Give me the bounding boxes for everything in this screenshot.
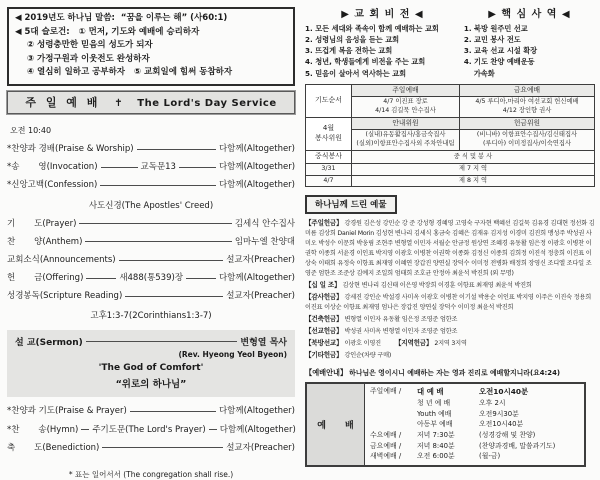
schedule-time: 오전10시40분 xyxy=(479,420,524,429)
service-item-label: *신앙고백(Confession) xyxy=(7,180,98,191)
service-item-leader: 다함께(Altogether) xyxy=(218,143,295,154)
worship-schedule-row-label: 예 배 xyxy=(307,384,365,465)
offering-label: 【북방선교】 xyxy=(305,338,343,347)
service-item-hymn xyxy=(7,425,295,435)
offerings-section-badge: 하나님께 드린 예물 xyxy=(305,195,397,214)
service-time: 오전 10:40 xyxy=(10,125,52,135)
table-row xyxy=(306,117,595,130)
offering-committee-cell xyxy=(460,130,595,151)
service-title-bar xyxy=(7,91,295,114)
service-item-leader: 다함께(Altogether) xyxy=(218,406,295,417)
usher-entry: (실내)유동활집사/홍금숙집사 xyxy=(365,131,446,139)
duty-roster-table xyxy=(305,84,595,188)
service-item-praise-prayer xyxy=(7,406,295,416)
leader-line xyxy=(186,278,216,279)
offering-names: 강경원 김은성 강민순 강 준 강성형 경혜영 고영숙 구자현 백혜선 김길묵 김유경 김대현 정선화 김미름 김상희 Daniel Morin 김성현 변나리 김세식 홍금숙 김혜은 김재유 김지성 이경미 김진희 맹성주 박성권 사미오 박성수 이문희 박웅림 조현주 변형열 이민자 서월순 안금정 원상연 조혜경 유동활 임은정 이광호 이병찬 이권학 이종희 서윤경 이인표 박지영 이광호 이병찬 이권학 이종화 김정신 이종희 김희정 이진석 정충희 이진표 이상숙 이태희 유정숙 이항표 최재영 이혜연 장갑진 양연실 장덕수 이미정 전병화 배정희 장영신 조디엘 조다일 조영준 엄한조 조준상 김예지 조일희 엄태희 조호균 안정아 최윤석 박진희 (외 무명) xyxy=(305,220,595,278)
service-item-leader: 김세식 안수집사 xyxy=(234,218,295,229)
service-item-label: *찬양과 기도(Praise & Prayer) xyxy=(7,406,127,417)
sermon-title-en: 'The God of Comfort' xyxy=(98,363,204,374)
service-item-offering xyxy=(7,273,295,283)
offering-tithe xyxy=(305,280,595,291)
offering-label: 【선교헌금】 xyxy=(305,326,343,335)
offering-mission xyxy=(305,326,595,337)
schedule-time: 오전10시40분 xyxy=(479,387,529,397)
prayer-entry: 4/14 김길묵 안수집사 xyxy=(375,107,436,115)
schedule-row xyxy=(370,386,581,397)
service-item-leader: 다함께(Altogether) xyxy=(218,162,296,173)
sermon-label: 설 교(Sermon) xyxy=(15,338,83,349)
lunch-duty-value: 중 식 및 봉 사 xyxy=(352,151,595,164)
service-item-label: 축 도(Benediction) xyxy=(7,442,100,453)
slogan-line-1: ◀ 5대 슬로건: ① 먼저, 기도와 예배에 승리하자 xyxy=(15,26,200,37)
offering-names: 변형열 이인자 유동활 임은정 조영준 엄한조 xyxy=(344,315,458,323)
schedule-row xyxy=(370,409,581,420)
ministry-item: 가속화 xyxy=(463,68,495,78)
prayer-entry: 4/7 이진표 장로 xyxy=(383,98,428,106)
service-item-label: *찬 송(Hymn) xyxy=(7,424,79,435)
lunch-date: 3/31 xyxy=(306,163,352,175)
offering-thanksgiving xyxy=(305,292,595,313)
leader-line xyxy=(85,241,231,242)
cross-icon: ✝ xyxy=(114,97,124,109)
usher-header: 안내위원 xyxy=(352,117,460,130)
leader-line xyxy=(100,185,216,186)
service-item-label: *찬양과 경배(Praise & Worship) xyxy=(7,143,134,154)
leader-line xyxy=(130,411,216,412)
service-item-detail: 새488(통539)장 xyxy=(119,273,184,284)
prayer-entry: 4/12 장인향 권사 xyxy=(502,107,552,115)
offering-committee-entry: (비니바) 이항표안수집사/김신태집사 xyxy=(476,131,578,139)
lunch-date: 4/7 xyxy=(306,175,352,187)
service-title-kr: 주 일 예 배 xyxy=(25,95,101,109)
slogan-line-4: ④ 열심히 일하고 공부하자 ⑤ 교회일에 힘써 동참하자 xyxy=(15,67,233,78)
service-item-leader: 다함께(Altogether) xyxy=(218,273,295,284)
offering-etc xyxy=(305,350,595,361)
lunch-region: 제 8 지 역 xyxy=(352,175,595,187)
ministry-item: 4. 기도 찬양 예배운동 xyxy=(463,57,535,67)
month-label: 4월 xyxy=(322,124,335,133)
sunday-service-header: 주일예배 xyxy=(352,84,460,97)
lunch-region: 제 7 지 역 xyxy=(352,163,595,175)
worship-guide-verse: 하나님은 영이시니 예배하는 자는 영과 진리로 예배할지니라(요4:24) xyxy=(349,369,561,378)
offering-names: 강세진 강인순 박설경 사미옥 이광호 이병찬 이기설 박용순 이인표 박지영 이주은 이진숙 정용희 이진표 이상순 이항표 최재영 엄나은 장갑진 양연실 장덕수 이미정 최윤석 박진희 xyxy=(305,293,591,311)
schedule-service: 새벽예배 / xyxy=(370,452,402,461)
usher-entry: (실외)이항표안수집사외 주차안내팀 xyxy=(356,140,455,148)
worship-guide-label: 【예배안내】 xyxy=(305,368,348,378)
leader-line xyxy=(79,223,231,224)
schedule-time: (성경강해 및 찬양) xyxy=(479,431,536,440)
schedule-time: (찬양과경배, 말씀과기도) xyxy=(479,441,556,450)
ministry-item: 3. 교육 선교 시설 확장 xyxy=(463,46,538,56)
service-item-label: 기 도(Prayer) xyxy=(7,218,77,229)
schedule-row xyxy=(370,430,581,441)
offering-names: 김상현 변나리 김신태 이은영 박장희 이경훈 이항표 최재영 최윤석 박진희 xyxy=(342,282,532,290)
sermon-title-kr: “위로의 하나님” xyxy=(115,379,187,391)
leader-line xyxy=(179,167,216,168)
offering-names: 강인순(차량 구매) xyxy=(344,351,392,359)
service-item-detail: 주기도문(The Lord's Prayer) xyxy=(92,424,206,435)
service-item-praise-worship xyxy=(7,144,295,154)
schedule-service xyxy=(370,409,417,420)
church-vision-title: ▶ 교 회 비 전 ◀ xyxy=(341,9,424,20)
service-item-invocation xyxy=(7,162,295,172)
offerings-list xyxy=(305,218,595,360)
leader-line xyxy=(119,260,224,261)
schedule-name: Youth 예배 xyxy=(417,409,452,418)
worship-guide-note xyxy=(305,367,595,378)
sunday-prayer-cell xyxy=(352,97,460,118)
leader-line xyxy=(101,167,138,168)
service-item-leader: 다함께(Altogether) xyxy=(219,424,296,435)
schedule-row xyxy=(370,451,581,462)
bulletin-right-page xyxy=(305,0,595,467)
service-item-label: 찬 양(Anthem) xyxy=(7,236,83,247)
volunteers-label: 봉사위원 xyxy=(314,133,343,142)
offering-north-region xyxy=(305,338,595,349)
service-item-detail: 교독문13 xyxy=(140,162,176,173)
april-volunteers-label xyxy=(306,117,352,150)
schedule-name: 대 예 배 xyxy=(417,387,444,397)
offering-label: 【십 일 조】 xyxy=(305,281,341,290)
schedule-service: 금요예배 / xyxy=(370,441,402,450)
offering-committee-header: 헌금위원 xyxy=(460,117,595,130)
church-vision-section xyxy=(305,5,460,79)
offering-label: 【건축헌금】 xyxy=(305,314,343,323)
offering-sunday xyxy=(305,218,595,279)
friday-service-header: 금요예배 xyxy=(460,84,595,97)
service-item-label: 헌 금(Offering) xyxy=(7,273,84,284)
vision-item: 2. 성령님의 음성을 듣는 교회 xyxy=(305,35,400,45)
year-theme-banner xyxy=(7,7,295,86)
schedule-name: 저녁 7:30분 xyxy=(417,431,455,440)
service-item-leader: 다함께(Altogether) xyxy=(218,180,295,191)
ministry-item: 1. 북방 원주민 선교 xyxy=(463,24,528,33)
leader-line xyxy=(86,341,238,342)
service-item-anthem xyxy=(7,237,295,247)
schedule-service: 주일예배 / xyxy=(370,387,402,396)
theme-line: ◀ 2019년도 하나님 말씀: “꿈을 이루는 해” (사60:1) xyxy=(15,13,228,23)
usher-cell xyxy=(352,130,460,151)
schedule-time: 오전9시30분 xyxy=(479,409,519,418)
scripture-reference: 고후1:3-7(2Corinthians1:3-7) xyxy=(90,311,212,322)
offering-names: 2지역 3지역 xyxy=(434,339,467,347)
offering-names: 박성권 사미옥 변형열 이인자 조영준 엄한조 xyxy=(344,327,458,335)
prayer-order-label: 기도순서 xyxy=(306,84,352,117)
table-row xyxy=(306,163,595,175)
ministry-item: 2. 교민 봉사 전도 xyxy=(463,35,521,45)
worship-schedule-table xyxy=(305,382,586,467)
rise-footnote: * 표는 일어서서 (The congregation shall rise.) xyxy=(68,470,234,480)
apostles-creed-note: 사도신경(The Apostles' Creed) xyxy=(88,200,214,211)
service-item-leader: 설교자(Preacher) xyxy=(226,291,295,302)
schedule-name: 아동부 예배 xyxy=(417,420,453,429)
sermon-box xyxy=(7,330,295,397)
offering-building xyxy=(305,314,595,325)
vision-ministry-columns xyxy=(305,5,595,79)
leader-line xyxy=(125,296,223,297)
leader-line xyxy=(137,149,216,150)
schedule-row xyxy=(370,419,581,430)
offering-committee-entry: (루디아) 이미정집사/이숙연집사 xyxy=(482,140,572,148)
leader-line xyxy=(102,447,223,448)
schedule-service xyxy=(370,419,417,430)
schedule-time: (월-금) xyxy=(479,452,501,461)
leader-line xyxy=(81,429,89,430)
leader-line xyxy=(209,429,217,430)
schedule-name: 저녁 8:40분 xyxy=(417,441,455,450)
service-item-leader: 설교자(Preacher) xyxy=(226,254,295,265)
offering-label: 【지역헌금】 xyxy=(394,338,433,347)
service-item-label: 교회소식(Announcements) xyxy=(7,254,116,265)
friday-prayer-cell xyxy=(460,97,595,118)
schedule-row xyxy=(370,441,581,452)
offering-label: 【감사헌금】 xyxy=(305,292,343,301)
sermon-preacher-en: (Rev. Hyeong Yeol Byeon) xyxy=(178,350,287,360)
service-item-confession xyxy=(7,180,295,190)
sermon-row xyxy=(15,335,287,348)
table-row xyxy=(306,175,595,187)
vision-item: 1. 모든 세대와 족속이 함께 예배하는 교회 xyxy=(305,24,439,33)
lunch-duty-label: 중식봉사 xyxy=(306,151,352,164)
service-item-leader: 설교자(Preacher) xyxy=(226,442,295,453)
vision-item: 3. 뜨겁게 복음 전하는 교회 xyxy=(305,46,393,56)
service-item-benediction xyxy=(7,443,295,453)
core-ministry-title: ▶ 핵 심 사 역 ◀ xyxy=(488,9,571,20)
schedule-name: 청 년 예 배 xyxy=(417,398,451,407)
sermon-preacher: 변형열 목사 xyxy=(240,338,287,349)
service-item-prayer xyxy=(7,219,295,229)
offering-label: 【기타헌금】 xyxy=(305,350,343,359)
table-row xyxy=(306,151,595,164)
prayer-entry: 4/5 루디아,마리아 여선교회 헌신예배 xyxy=(475,98,579,106)
schedule-name: 오전 6:00분 xyxy=(417,452,455,461)
vision-item: 5. 믿음이 살아서 역사하는 교회 xyxy=(305,68,407,78)
schedule-time: 오후 2시 xyxy=(479,398,506,407)
offering-label: 【주일헌금】 xyxy=(305,219,343,228)
service-item-leader: 임마누엘 찬양대 xyxy=(234,236,295,247)
slogan-line-3: ③ 가정구원과 이웃전도 완성하자 xyxy=(15,53,150,64)
schedule-service xyxy=(370,398,417,409)
slogan-line-2: ② 성령충만한 믿음의 성도가 되자 xyxy=(15,40,153,51)
schedule-service: 수요예배 / xyxy=(370,431,402,440)
service-item-announcements xyxy=(7,255,295,265)
offering-names: 이광호 이영진 xyxy=(344,339,381,347)
table-row xyxy=(306,84,595,97)
worship-schedule-body xyxy=(365,384,584,465)
bulletin-left-page xyxy=(7,0,295,480)
core-ministry-section xyxy=(460,5,595,79)
schedule-row xyxy=(370,398,581,409)
leader-line xyxy=(86,278,116,279)
service-item-scripture-reading xyxy=(7,291,295,301)
service-title-en: The Lord's Day Service xyxy=(137,97,277,109)
vision-item: 4. 청년, 학생들에게 비전을 주는 교회 xyxy=(305,57,426,67)
service-item-label: 성경봉독(Scripture Reading) xyxy=(7,291,123,302)
service-item-label: *송 영(Invocation) xyxy=(7,162,98,173)
